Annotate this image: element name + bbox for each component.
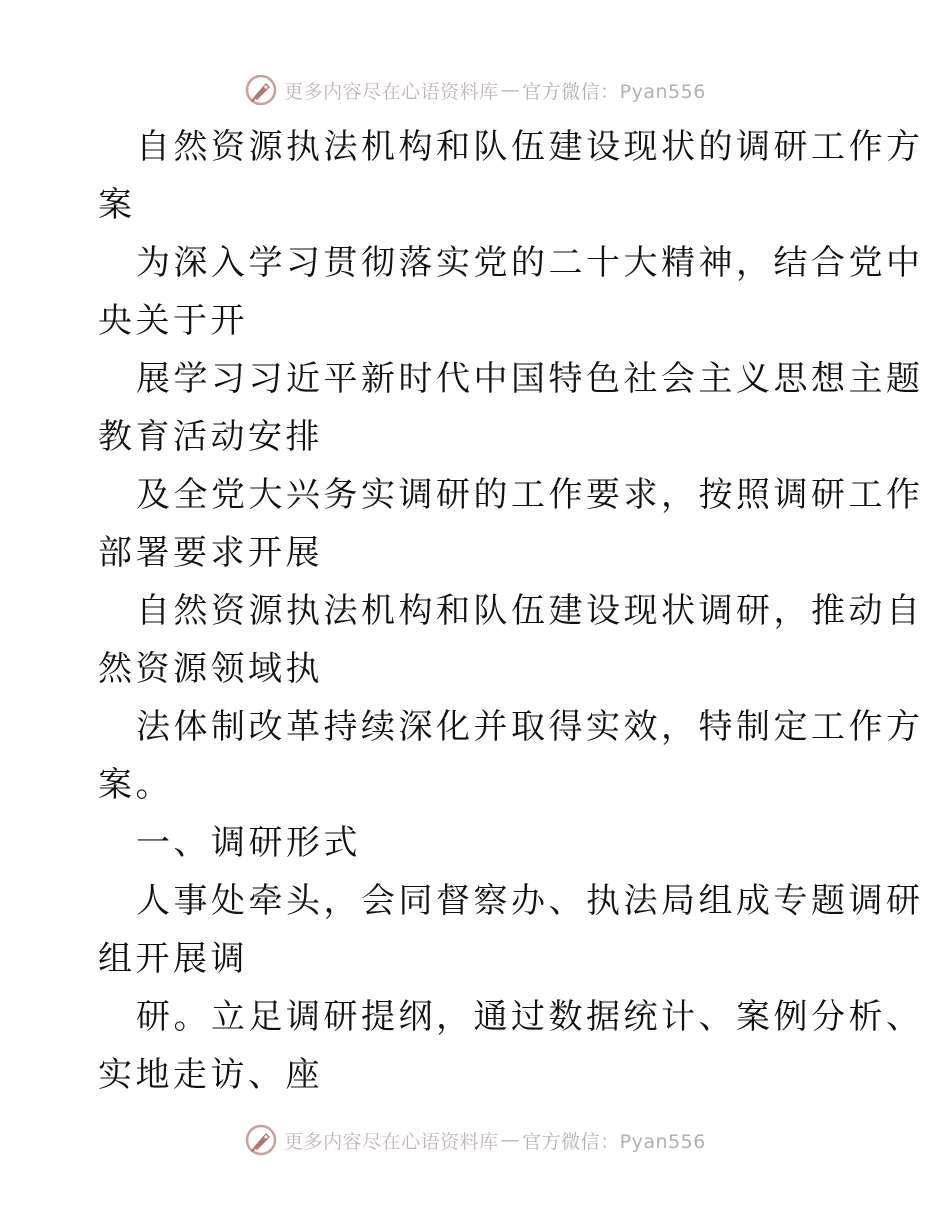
doc-line: 自然资源执法机构和队伍建设现状调研，推动自	[136, 591, 924, 631]
doc-line: 研。立足调研提纲，通过数据统计、案例分析、	[136, 997, 924, 1037]
watermark-contact: 官方微信：Pyan556	[522, 80, 706, 103]
watermark-contact: 官方微信：Pyan556	[522, 1130, 706, 1153]
doc-line: 为深入学习贯彻落实党的二十大精神，结合党中	[136, 243, 924, 283]
watermark-separator: —	[500, 79, 521, 101]
doc-line: 组开展调	[98, 939, 248, 979]
doc-line: 然资源领域执	[98, 649, 323, 689]
doc-line: 教育活动安排	[98, 417, 323, 457]
section-heading: 一、调研形式	[136, 823, 361, 863]
doc-line: 人事处牵头，会同督察办、执法局组成专题调研	[136, 881, 924, 921]
doc-line: 及全党大兴务实调研的工作要求，按照调研工作	[136, 475, 924, 515]
pen-nib-logo-icon	[244, 1123, 278, 1157]
doc-line: 部署要求开展	[98, 533, 323, 573]
watermark-site-text: 更多内容尽在心语资料库	[284, 80, 499, 103]
doc-line: 案。	[98, 765, 173, 805]
doc-line: 央关于开	[98, 301, 248, 341]
watermark-site-text: 更多内容尽在心语资料库	[284, 1130, 499, 1153]
footer-watermark	[0, 1120, 950, 1160]
pen-nib-logo-icon	[244, 73, 278, 107]
doc-line: 自然资源执法机构和队伍建设现状的调研工作方	[136, 127, 924, 167]
header-watermark	[0, 70, 950, 110]
document-body	[98, 118, 924, 1104]
doc-line: 案	[98, 185, 136, 225]
doc-line: 实地走访、座	[98, 1055, 323, 1095]
watermark-separator: —	[500, 1129, 521, 1151]
doc-line: 展学习习近平新时代中国特色社会主义思想主题	[136, 359, 924, 399]
doc-line: 法体制改革持续深化并取得实效，特制定工作方	[136, 707, 924, 747]
